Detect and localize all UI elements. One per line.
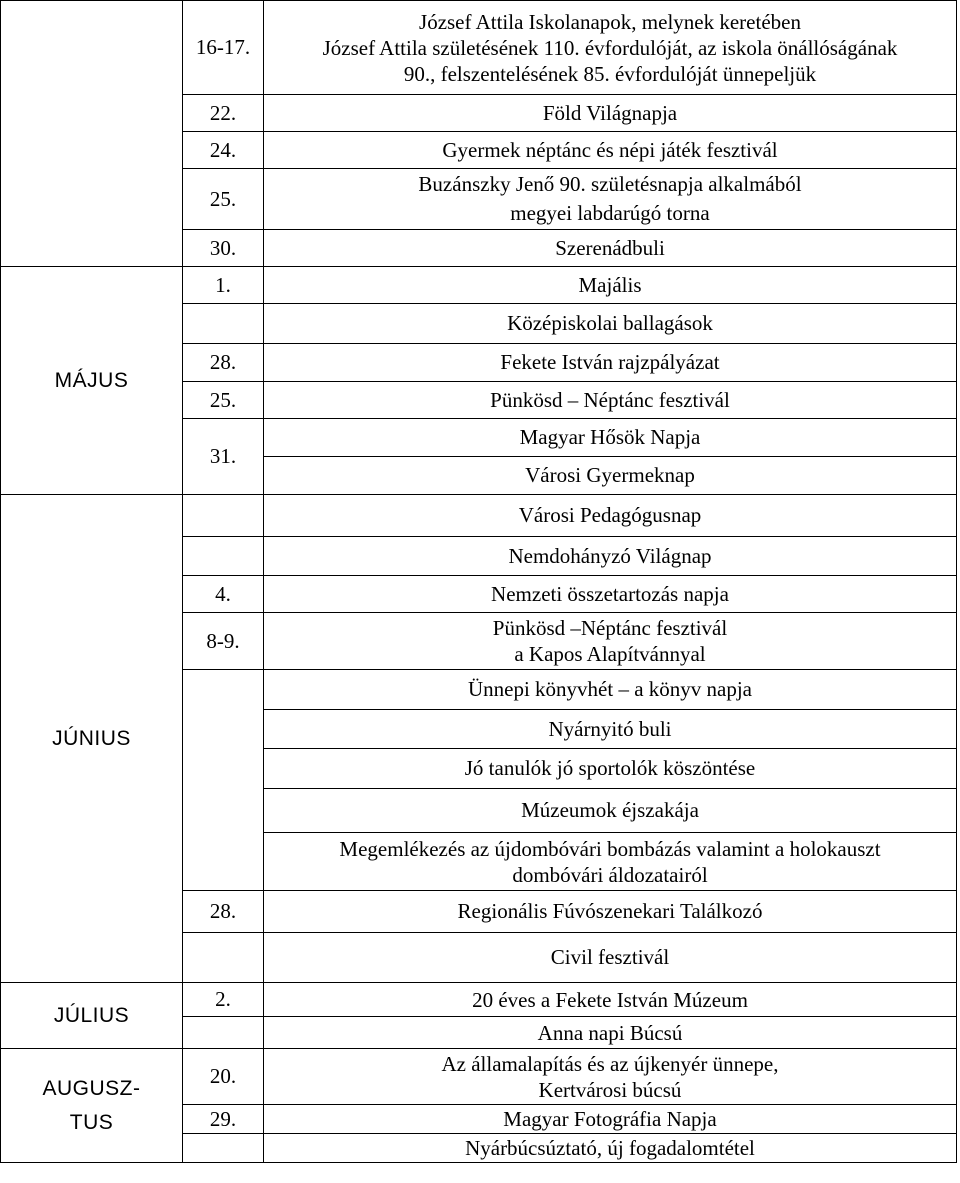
month-label-augusztus [1, 1049, 183, 1163]
event-cell [264, 132, 957, 169]
event-cell [264, 537, 957, 576]
event-cell [264, 710, 957, 749]
event-cell [264, 1, 957, 95]
event-line: Nemzeti összetartozás napja [491, 581, 729, 606]
event-cell [264, 1105, 957, 1134]
event-cell [264, 891, 957, 933]
date-cell [183, 495, 264, 537]
event-line: Múzeumok éjszakája [521, 798, 699, 822]
event-cell [264, 576, 957, 613]
event-line: Jó tanulók jó sportolók köszöntése [464, 756, 756, 780]
event-cell [264, 495, 957, 537]
date-cell [183, 670, 264, 891]
event-line: Kertvárosi búcsú [538, 1077, 682, 1102]
date-cell: 4. [183, 576, 264, 613]
month-label-line: TUS [69, 1110, 114, 1134]
event-cell [264, 789, 957, 833]
date-cell [183, 304, 264, 344]
event-cell [264, 1049, 957, 1105]
date-cell: 25. [183, 382, 264, 419]
event-line: 20 éves a Fekete István Múzeum [472, 987, 748, 1012]
event-line: József Attila Iskolanapok, melynek keretében [419, 9, 801, 34]
event-cell [264, 457, 957, 495]
event-cell [264, 419, 957, 457]
event-line: dombóvári áldozatairól [512, 862, 708, 887]
date-cell: 1. [183, 267, 264, 304]
event-cell [264, 983, 957, 1017]
event-line: Városi Gyermeknap [525, 463, 695, 487]
event-cell [264, 169, 957, 230]
event-line: a Kapos Alapítvánnyal [514, 642, 706, 666]
event-line: Nemdohányzó Világnap [508, 543, 712, 568]
date-cell: 22. [183, 95, 264, 132]
event-line: Magyar Fotográfia Napja [503, 1107, 717, 1131]
date-cell: 24. [183, 132, 264, 169]
date-cell: 25. [183, 169, 264, 230]
table-row [1, 267, 957, 304]
date-cell: 2. [183, 983, 264, 1017]
event-line: Nyárbúcsúztató, új fogadalomtétel [465, 1136, 755, 1160]
date-cell [183, 537, 264, 576]
event-line: Nyárnyitó buli [548, 716, 672, 741]
event-cell [264, 95, 957, 132]
date-cell [183, 1017, 264, 1049]
event-line: József Attila születésének 110. évfordulóját, az iskola önállóságának [322, 35, 898, 60]
event-line: Középiskolai ballagások [507, 311, 713, 335]
event-cell [264, 749, 957, 789]
date-cell: 29. [183, 1105, 264, 1134]
event-cell [264, 304, 957, 344]
event-line: Szerenádbuli [555, 235, 665, 260]
event-cell [264, 344, 957, 382]
date-cell: 30. [183, 230, 264, 267]
event-line: Föld Világnapja [542, 100, 678, 125]
event-cell [264, 267, 957, 304]
event-line: Pünkösd –Néptánc fesztivál [492, 616, 728, 640]
month-cell-empty [1, 1, 183, 267]
date-cell: 28. [183, 891, 264, 933]
month-label-junius: JÚNIUS [1, 495, 183, 983]
event-cell [264, 1134, 957, 1163]
event-line: Magyar Hősök Napja [519, 425, 701, 449]
month-label-majus: MÁJUS [1, 267, 183, 495]
event-line: Majális [578, 272, 642, 297]
table-row [1, 1, 957, 95]
event-cell [264, 833, 957, 891]
event-line: Az államalapítás és az újkenyér ünnepe, [441, 1051, 779, 1076]
event-line: Anna napi Búcsú [537, 1020, 683, 1045]
event-cell [264, 670, 957, 710]
date-cell: 31. [183, 419, 264, 495]
table-row [1, 495, 957, 537]
table-row [1, 1049, 957, 1105]
event-line: Ünnepi könyvhét – a könyv napja [467, 677, 753, 701]
event-cell [264, 613, 957, 670]
date-cell [183, 933, 264, 983]
event-line: Fekete István rajzpályázat [500, 350, 720, 374]
table-row [1, 983, 957, 1017]
event-cell [264, 382, 957, 419]
event-cell [264, 230, 957, 267]
date-cell: 28. [183, 344, 264, 382]
date-cell: 16-17. [183, 1, 264, 95]
event-line: megyei labdarúgó torna [510, 201, 710, 225]
event-line: Civil fesztivál [550, 945, 670, 969]
month-label-line: AUGUSZ- [42, 1076, 141, 1100]
month-label-julius: JÚLIUS [1, 983, 183, 1049]
date-cell [183, 1134, 264, 1163]
event-line: Pünkösd – Néptánc fesztivál [490, 387, 730, 412]
event-line: Városi Pedagógusnap [518, 503, 702, 527]
event-line: Regionális Fúvószenekari Találkozó [457, 899, 763, 923]
event-line: Buzánszky Jenő 90. születésnapja alkalmából [418, 172, 802, 196]
date-cell: 20. [183, 1049, 264, 1105]
event-line: 90., felszentelésének 85. évfordulóját ünnepeljük [403, 61, 817, 86]
event-cell [264, 1017, 957, 1049]
event-line: Gyermek néptánc és népi játék fesztivál [442, 137, 778, 162]
event-line: Megemlékezés az újdombóvári bombázás valamint a holokauszt [339, 836, 881, 861]
event-cell [264, 933, 957, 983]
date-cell: 8-9. [183, 613, 264, 670]
